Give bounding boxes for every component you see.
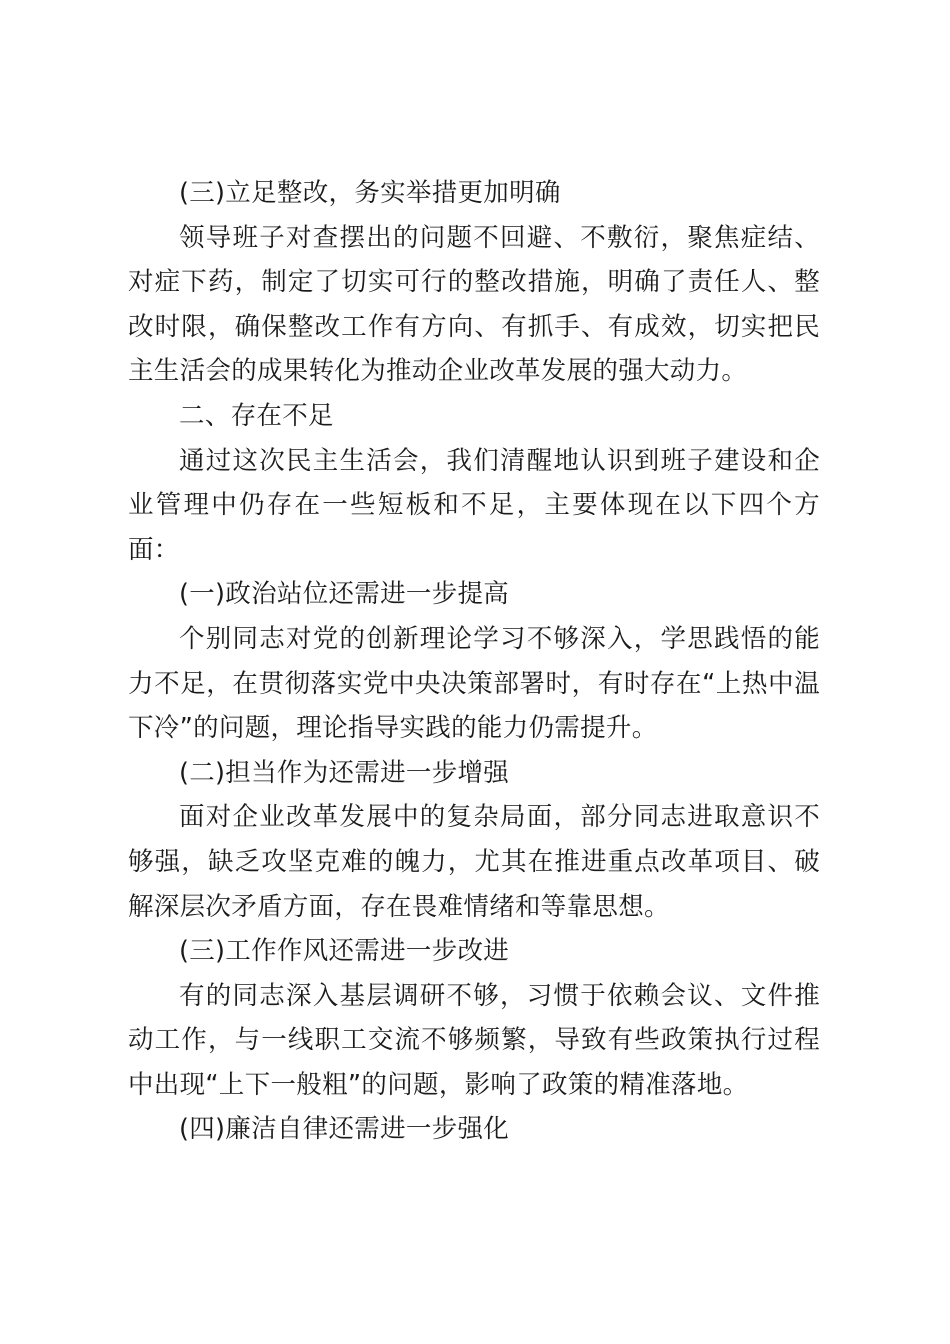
section-heading-political-stance: (一)政治站位还需进一步提高 — [179, 579, 510, 610]
paragraph-political-stance: 个别同志对党的创新理论学习不够深入，学思践悟的能力不足，在贯彻落实党中央决策部署时，有时存在“上热中温下冷”的问题，理论指导实践的能力仍需提升。 — [128, 623, 820, 744]
paragraph-shortcomings-intro: 通过这次民主生活会，我们清醒地认识到班子建设和企业管理中仍存在一些短板和不足，主要体现在以下四个方面： — [128, 445, 820, 565]
chapter-heading-shortcomings: 二、存在不足 — [179, 400, 334, 431]
paragraph-rectification-measures: 领导班子对查摆出的问题不回避、不敷衍，聚焦症结、对症下药，制定了切实可行的整改措施，明确了责任人、整改时限，确保整改工作有方向、有抓手、有成效，切实把民主生活会的成果转化为推动企业改革发展的强大动力。 — [128, 222, 820, 387]
section-heading-work-style: (三)工作作风还需进一步改进 — [179, 936, 510, 967]
document-body — [128, 171, 820, 1152]
paragraph-work-style: 有的同志深入基层调研不够，习惯于依赖会议、文件推动工作，与一线职工交流不够频繁，导致有些政策执行过程中出现“上下一般粗”的问题，影响了政策的精准落地。 — [128, 980, 820, 1100]
section-heading-integrity: (四)廉洁自律还需进一步强化 — [179, 1114, 510, 1145]
paragraph-responsibility: 面对企业改革发展中的复杂局面，部分同志进取意识不够强，缺乏攻坚克难的魄力，尤其在推进重点改革项目、破解深层次矛盾方面，存在畏难情绪和等靠思想。 — [128, 802, 820, 922]
section-heading-implement-rectification: (三)立足整改，务实举措更加明确 — [179, 178, 561, 208]
section-heading-responsibility: (二)担当作为还需进一步增强 — [179, 757, 510, 788]
